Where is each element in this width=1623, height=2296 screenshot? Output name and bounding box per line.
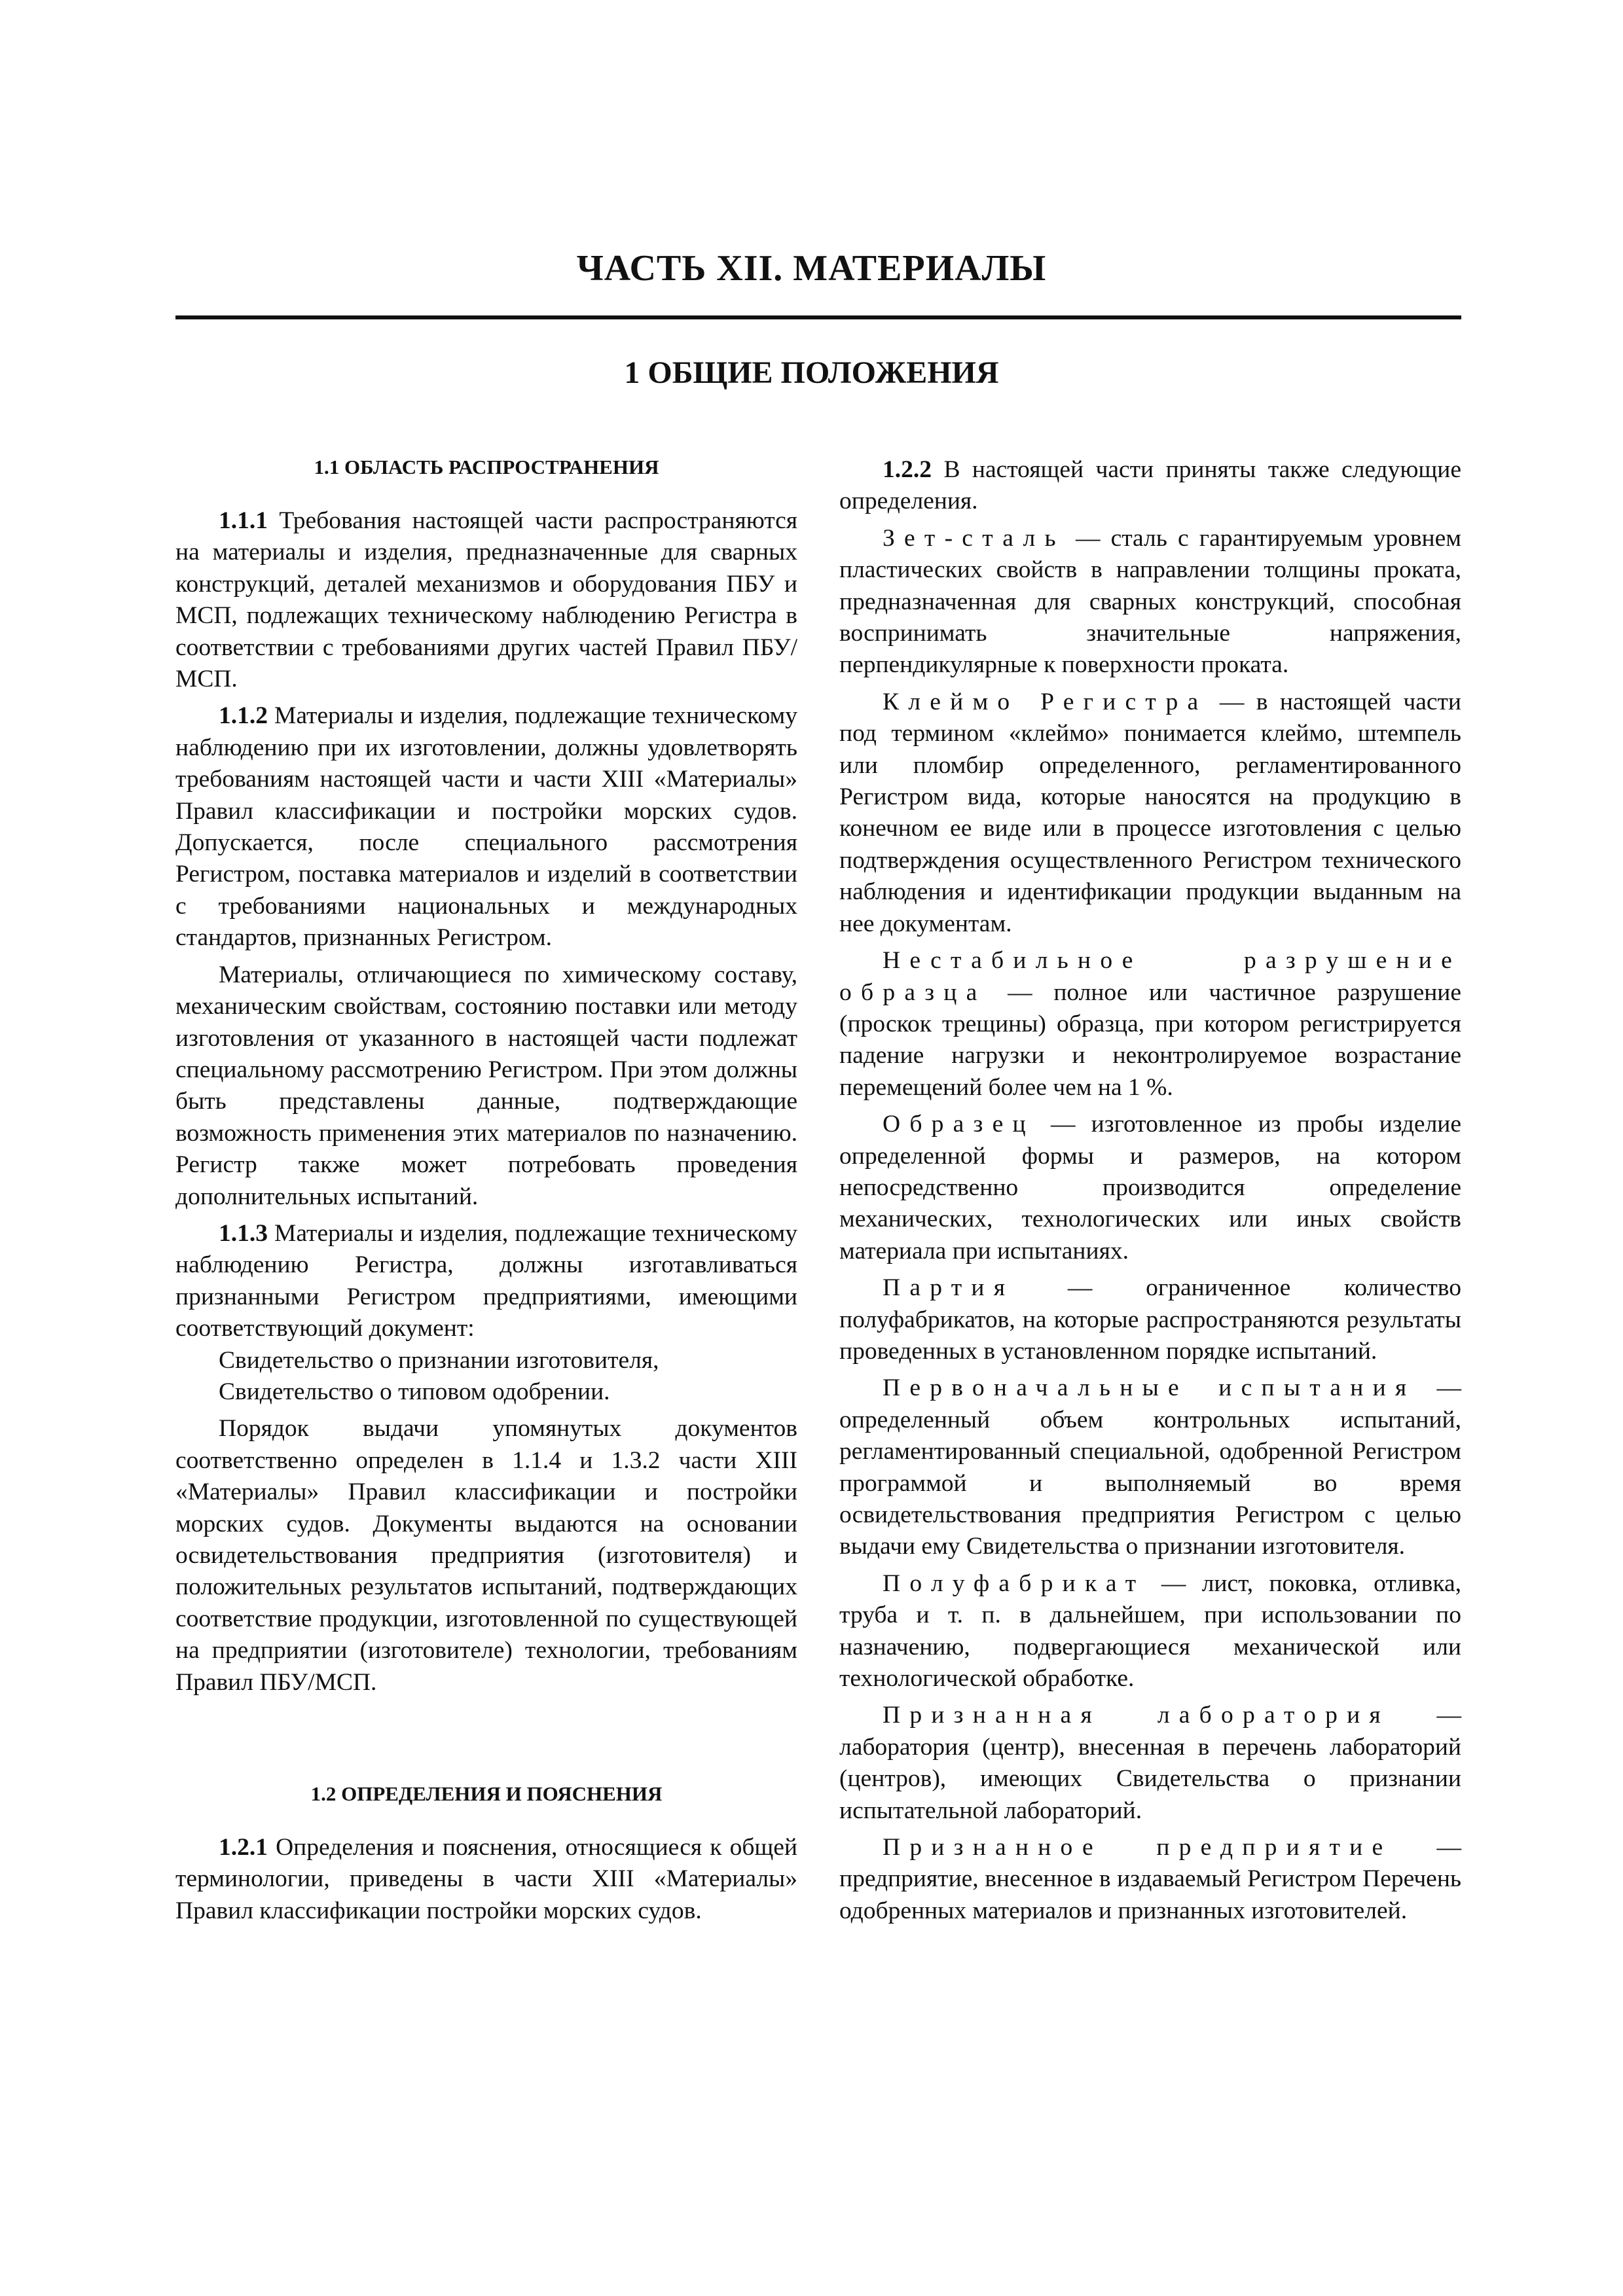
clause-text: В настоящей части приняты также следующие определения.	[839, 456, 1461, 515]
definition-term: Нестабильное разрушение образца	[839, 947, 1461, 1006]
paragraph-1-1-3	[175, 1218, 797, 1345]
definition-batch	[839, 1272, 1461, 1367]
heading-definitions: 1.2 ОПРЕДЕЛЕНИЯ И ПОЯСНЕНИЯ	[310, 1782, 663, 1806]
right-column	[839, 454, 1461, 1927]
definition-term: Первоначальные испытания	[883, 1374, 1416, 1402]
list-item: Свидетельство о признании изготовителя,	[219, 1346, 659, 1374]
heading-scope: 1.1 ОБЛАСТЬ РАСПРОСТРАНЕНИЯ	[314, 456, 659, 478]
paragraph-1-1-2	[175, 700, 797, 954]
clause-text: Материалы и изделия, подлежащие техническому наблюдению Регистра, должны изготавливаться признанными Регистром предприятиями, имеющими соответствующий документ:	[175, 1219, 797, 1342]
definition-text: — лист, поковка, отливка, труба и т. п. в дальнейшем, при использовании по назначению, подвергающиеся механической или технологической обработке.	[839, 1570, 1461, 1693]
definition-recognized-enterprise	[839, 1832, 1461, 1927]
definition-text: — предприятие, внесенное в издаваемый Регистром Перечень одобренных материалов и признанных изготовителей.	[839, 1834, 1462, 1924]
definition-text: — определенный объем контрольных испытаний, регламентированный специальной, одобренной Регистром программой и выполняемый во время освидетельствования предприятия Регистром с целью выдачи ему Свидетельства о признании изготовителя.	[839, 1374, 1462, 1560]
definition-term: Полуфабрикат	[883, 1570, 1146, 1597]
title-divider	[175, 315, 1461, 319]
definition-text: — полное или частичное разрушение (проскок трещины) образца, при котором регистрируется падение нагрузки и неконтролируемое возрастание перемещений более чем на 1 %.	[839, 978, 1461, 1101]
section-title: 1 ОБЩИЕ ПОЛОЖЕНИЯ	[624, 355, 999, 390]
definition-text: — сталь с гарантируемым уровнем пластических свойств в направлении толщины проката, предназначенная для сварных конструкций, способная воспринимать значительные напряжения, перпендикулярные к поверхности проката.	[839, 524, 1461, 679]
clause-text: Требования настоящей части распространяются на материалы и изделия, предназначенные для сварных конструкций, деталей механизмов и оборудования ПБУ и МСП, подлежащих техническому наблюдению Регистра в соответствии с требованиями других частей Правил ПБУ/МСП.	[175, 507, 797, 693]
definition-register-stamp	[839, 687, 1461, 940]
paragraph-1-2-1	[175, 1832, 797, 1927]
list-item: Свидетельство о типовом одобрении.	[219, 1378, 610, 1405]
definition-term: Партия	[883, 1274, 1015, 1302]
definition-term: Клеймо Регистра	[883, 688, 1208, 715]
definition-unstable-fracture	[839, 945, 1461, 1103]
paragraph-1-2-2	[839, 454, 1461, 518]
part-title: ЧАСТЬ XII. МАТЕРИАЛЫ	[576, 248, 1047, 289]
clause-number: 1.2.2	[883, 456, 932, 483]
definition-term: Признанная лаборатория	[883, 1702, 1390, 1729]
definition-initial-tests	[839, 1372, 1461, 1562]
definition-recognized-lab	[839, 1700, 1461, 1827]
definition-text: — в настоящей части под термином «клеймо» понимается клеймо, штемпель или пломбир определенного, регламентированного Регистром вида, которые наносятся на продукцию в конечном ее виде или в процессе изготовления с целью подтверждения осуществленного Регистром технического наблюдения и идентификации продукции выданным на нее документам.	[839, 688, 1461, 937]
definition-term: Зет-сталь	[883, 524, 1065, 552]
definition-specimen	[839, 1109, 1461, 1267]
clause-number: 1.1.1	[219, 507, 268, 534]
definition-text: — лаборатория (центр), внесенная в перечень лабораторий (центров), имеющих Свидетельства о признании испытательной лабораторий.	[839, 1702, 1461, 1824]
paragraph-1-1-1	[175, 505, 797, 695]
definition-semi-finished	[839, 1568, 1461, 1695]
definition-text: — ограниченное количество полуфабрикатов, на которые распространяются результаты проведенных в установленном порядке испытаний.	[839, 1274, 1461, 1365]
definition-text: — изготовленное из пробы изделие определенной формы и размеров, на котором непосредственно производится определение механических, технологических или иных свойств материала при испытаниях.	[839, 1111, 1461, 1265]
clause-number: 1.1.2	[219, 702, 268, 730]
clause-text: Определения и пояснения, относящиеся к общей терминологии, приведены в части XIII «Материалы» Правил классификации постройки морских судов.	[175, 1834, 797, 1924]
definition-z-steel	[839, 523, 1461, 681]
definition-term: Признанное предприятие	[883, 1834, 1393, 1861]
clause-number: 1.2.1	[219, 1834, 268, 1861]
definition-term: Образец	[883, 1111, 1035, 1138]
left-column	[175, 454, 797, 1927]
paragraph-materials: Материалы, отличающиеся по химическому составу, механическим свойствам, состоянию поставки или методу изготовления от указанного в настоящей части подлежат специальному рассмотрению Регистром. При этом должны быть представлены данные, подтверждающие возможность применения этих материалов по назначению. Регистр также может потребовать проведения дополнительных испытаний.	[175, 961, 797, 1210]
clause-number: 1.1.3	[219, 1219, 268, 1247]
paragraph-procedure: Порядок выдачи упомянутых документов соответственно определен в 1.1.4 и 1.3.2 части XIII «Материалы» Правил классификации и постройки морских судов. Документы выдаются на основании освидетельствования предприятия (изготовителя) и положительных результатов испытаний, подтверждающих соответствие продукции, изготовленной по существующей на предприятии (изготовителе) технологии, требованиям Правил ПБУ/МСП.	[175, 1415, 797, 1696]
clause-text: Материалы и изделия, подлежащие техническому наблюдению при их изготовлении, должны удовлетворять требованиям настоящей части и части XIII «Материалы» Правил классификации и постройки морских судов. Допускается, после специального рассмотрения Регистром, поставка материалов и изделий в соответствии с требованиями национальных и международных стандартов, признанных Регистром.	[175, 702, 797, 952]
